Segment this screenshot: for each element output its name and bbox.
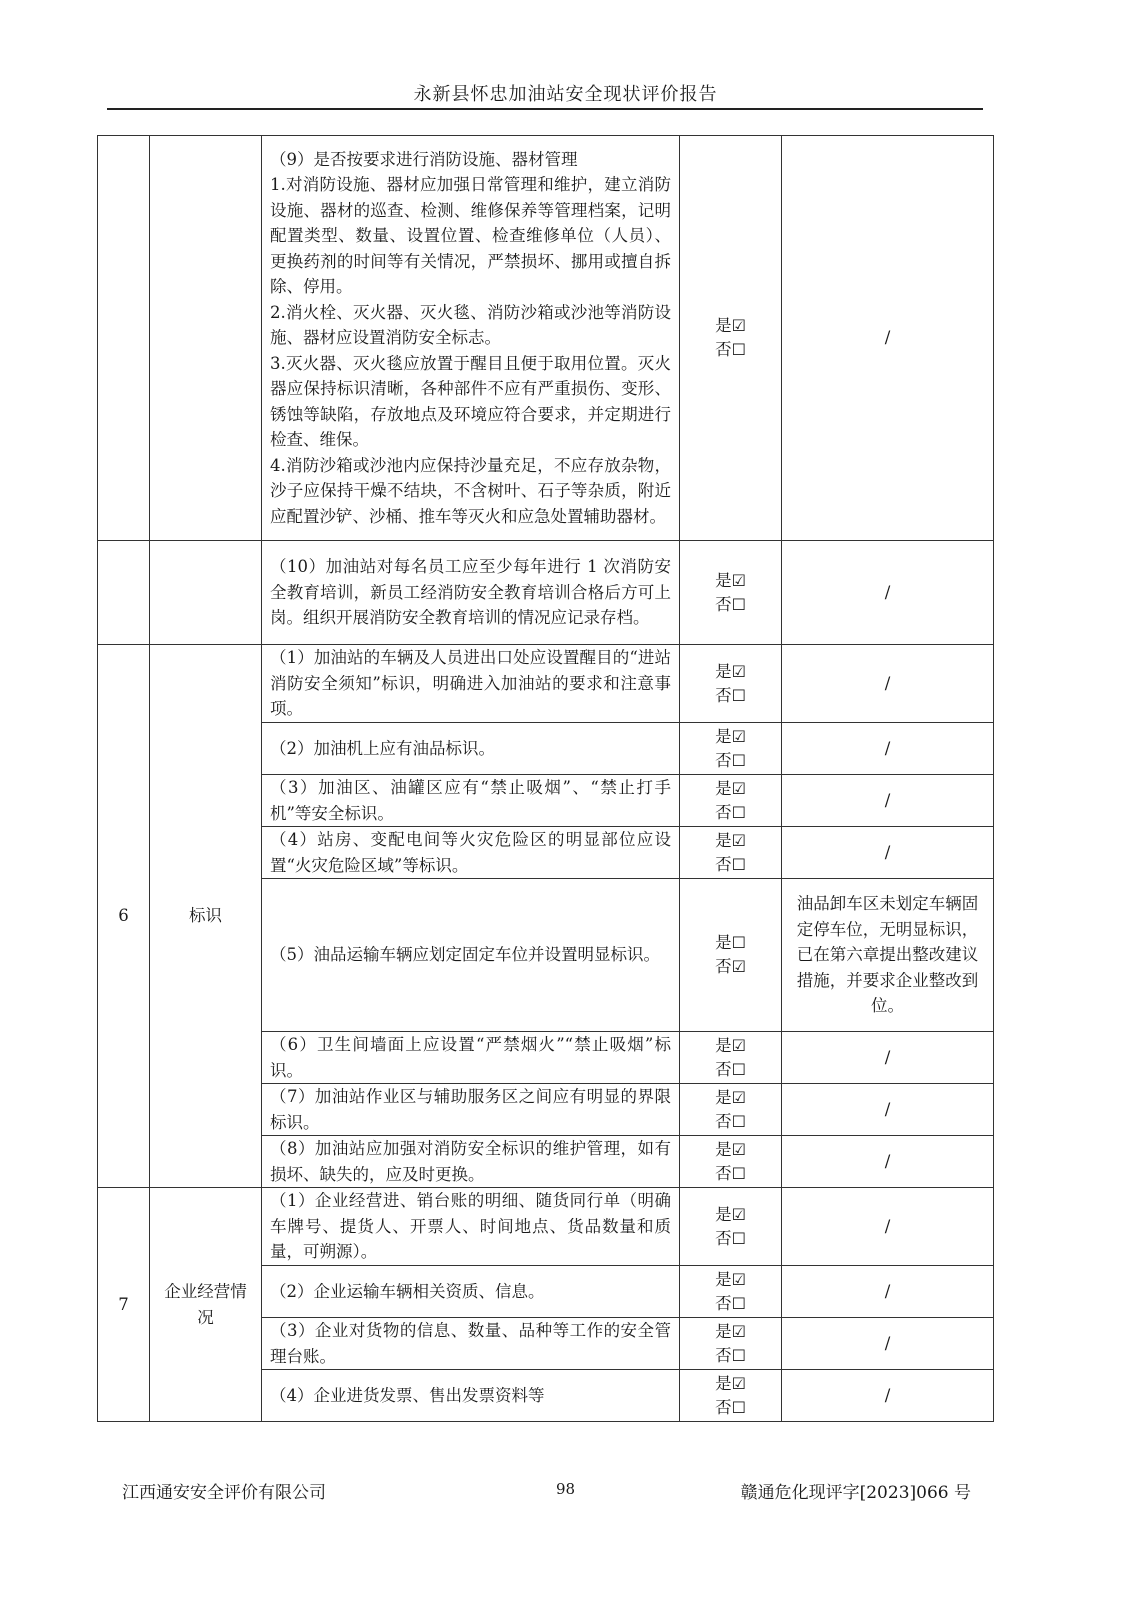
unchecked-box-icon: ☐ — [731, 802, 746, 822]
check-cell — [680, 1370, 782, 1422]
check-cell — [680, 541, 782, 645]
checked-box-icon: ☑ — [731, 957, 746, 976]
content-cell: （3）加油区、油罐区应有“禁止吸烟”、“禁止打手机”等安全标识。 — [262, 775, 680, 827]
unchecked-box-icon: ☐ — [731, 594, 746, 614]
yes-option[interactable]: 是☑ — [715, 830, 746, 850]
yes-option[interactable]: 是☑ — [715, 570, 746, 590]
checked-box-icon: ☑ — [731, 726, 746, 746]
remark-cell: / — [782, 1032, 994, 1084]
content-cell: （1）加油站的车辆及人员进出口处应设置醒目的“进站消防安全须知”标识，明确进入加油站的要求和注意事项。 — [262, 645, 680, 723]
checked-box-icon: ☑ — [731, 1087, 746, 1107]
check-cell — [680, 723, 782, 775]
check-cell — [680, 1318, 782, 1370]
checked-box-icon: ☑ — [731, 1139, 746, 1159]
item-name: 企业经营情况 — [150, 1188, 262, 1422]
content-cell: （8）加油站应加强对消防安全标识的维护管理，如有损坏、缺失的，应及时更换。 — [262, 1136, 680, 1188]
unchecked-box-icon: ☐ — [731, 854, 746, 874]
yes-option[interactable]: 是☑ — [715, 1087, 746, 1107]
remark-cell: / — [782, 136, 994, 541]
yes-option[interactable]: 是☑ — [715, 661, 746, 681]
content-cell — [262, 136, 680, 541]
check-cell — [680, 1032, 782, 1084]
unchecked-box-icon: ☐ — [731, 685, 746, 705]
unchecked-box-icon: ☐ — [731, 1059, 746, 1079]
no-option[interactable]: 否☐ — [715, 1345, 746, 1365]
no-option[interactable]: 否☑ — [715, 957, 746, 976]
yes-option[interactable]: 是☑ — [715, 1269, 746, 1289]
checked-box-icon: ☑ — [731, 570, 746, 590]
seq-cell — [98, 136, 150, 541]
unchecked-box-icon: ☐ — [731, 1163, 746, 1183]
check-cell — [680, 1266, 782, 1318]
no-option[interactable]: 否☐ — [715, 1163, 746, 1183]
check-cell — [680, 827, 782, 879]
remark-cell: / — [782, 541, 994, 645]
checked-box-icon: ☑ — [731, 1269, 746, 1289]
content-cell: （4）企业进货发票、售出发票资料等 — [262, 1370, 680, 1422]
unchecked-box-icon: ☐ — [731, 1111, 746, 1131]
unchecked-box-icon: ☐ — [731, 750, 746, 770]
remark-cell: / — [782, 775, 994, 827]
content-line: 1.对消防设施、器材应加强日常管理和维护，建立消防设施、器材的巡查、检测、维修保养等管理档案，记明配置类型、数量、设置位置、检查维修单位（人员）、更换药剂的时间等有关情况，严禁损坏、挪用或擅自拆除、停用。 — [270, 175, 671, 297]
remark-cell: / — [782, 1136, 994, 1188]
item-cell — [150, 136, 262, 541]
no-option[interactable]: 否☐ — [715, 1111, 746, 1131]
content-cell: （2）企业运输车辆相关资质、信息。 — [262, 1266, 680, 1318]
yes-option[interactable]: 是☑ — [715, 1204, 746, 1224]
yes-option[interactable]: 是☑ — [715, 316, 746, 335]
page-header-title: 永新县怀忠加油站安全现状评价报告 — [413, 84, 718, 105]
unchecked-box-icon: ☐ — [731, 1397, 746, 1417]
remark-cell: / — [782, 1266, 994, 1318]
yes-option[interactable]: 是☑ — [715, 778, 746, 798]
no-option[interactable]: 否☐ — [715, 1293, 746, 1313]
no-option[interactable]: 否☐ — [715, 594, 746, 614]
yes-option[interactable]: 是☑ — [715, 1321, 746, 1341]
yes-option[interactable]: 是☐ — [715, 933, 746, 952]
unchecked-box-icon: ☐ — [731, 933, 746, 952]
yes-option[interactable]: 是☑ — [715, 726, 746, 746]
remark-cell: / — [782, 1188, 994, 1266]
checked-box-icon: ☑ — [731, 1321, 746, 1341]
seq-cell — [98, 541, 150, 645]
seq-number: 7 — [98, 1188, 150, 1422]
no-option[interactable]: 否☐ — [715, 854, 746, 874]
remark-cell: / — [782, 827, 994, 879]
content-cell: （6）卫生间墙面上应设置“严禁烟火”“禁止吸烟”标识。 — [262, 1032, 680, 1084]
check-cell — [680, 879, 782, 1032]
table-row — [98, 645, 994, 723]
no-option[interactable]: 否☐ — [715, 685, 746, 705]
content-line: （9）是否按要求进行消防设施、器材管理 — [270, 149, 578, 169]
unchecked-box-icon: ☐ — [731, 340, 746, 359]
content-cell: （1）企业经营进、销台账的明细、随货同行单（明确车牌号、提货人、开票人、时间地点、货品数量和质量，可朔源）。 — [262, 1188, 680, 1266]
remark-cell: / — [782, 1084, 994, 1136]
footer-company: 江西通安安全评价有限公司 — [122, 1483, 326, 1503]
unchecked-box-icon: ☐ — [731, 1345, 746, 1365]
remark-cell: / — [782, 723, 994, 775]
content-line: 4.消防沙箱或沙池内应保持沙量充足，不应存放杂物，沙子应保持干燥不结块，不含树叶、石子等杂质，附近应配置沙铲、沙桶、推车等灭火和应急处置辅助器材。 — [270, 455, 671, 526]
content-cell: （2）加油机上应有油品标识。 — [262, 723, 680, 775]
check-cell — [680, 775, 782, 827]
no-option[interactable]: 否☐ — [715, 1228, 746, 1248]
checked-box-icon: ☑ — [731, 1204, 746, 1224]
remark-cell: / — [782, 645, 994, 723]
unchecked-box-icon: ☐ — [731, 1228, 746, 1248]
footer-document-number: 赣通危化现评字[2023]066 号 — [740, 1483, 971, 1503]
table-row — [98, 1188, 994, 1266]
check-cell — [680, 1084, 782, 1136]
yes-option[interactable]: 是☑ — [715, 1373, 746, 1393]
header-divider — [107, 108, 983, 110]
no-option[interactable]: 否☐ — [715, 750, 746, 770]
table-row — [98, 541, 994, 645]
evaluation-table — [97, 135, 994, 1422]
seq-number: 6 — [98, 645, 150, 1188]
content-line: 2.消火栓、灭火器、灭火毯、消防沙箱或沙池等消防设施、器材应设置消防安全标志。 — [270, 302, 671, 348]
check-cell — [680, 1136, 782, 1188]
checked-box-icon: ☑ — [731, 661, 746, 681]
item-cell — [150, 541, 262, 645]
item-name: 标识 — [150, 645, 262, 1188]
no-option[interactable]: 否☐ — [715, 1059, 746, 1079]
content-cell: （5）油品运输车辆应划定固定车位并设置明显标识。 — [262, 879, 680, 1032]
checked-box-icon: ☑ — [731, 1035, 746, 1055]
remark-cell: / — [782, 1370, 994, 1422]
yes-option[interactable]: 是☑ — [715, 1035, 746, 1055]
unchecked-box-icon: ☐ — [731, 1293, 746, 1313]
content-cell: （4）站房、变配电间等火灾危险区的明显部位应设置“火灾危险区域”等标识。 — [262, 827, 680, 879]
remark-cell: 油品卸车区未划定车辆固定停车位，无明显标识，已在第六章提出整改建议措施，并要求企业整改到位。 — [782, 879, 994, 1032]
content-cell: （3）企业对货物的信息、数量、品种等工作的安全管理台账。 — [262, 1318, 680, 1370]
check-cell — [680, 136, 782, 541]
checked-box-icon: ☑ — [731, 316, 746, 335]
page-number: 98 — [555, 1480, 576, 1498]
checked-box-icon: ☑ — [731, 778, 746, 798]
no-option[interactable]: 否☐ — [715, 802, 746, 822]
remark-cell: / — [782, 1318, 994, 1370]
no-option[interactable]: 否☐ — [715, 340, 746, 359]
table-row — [98, 136, 994, 541]
checked-box-icon: ☑ — [731, 830, 746, 850]
content-cell: （7）加油站作业区与辅助服务区之间应有明显的界限标识。 — [262, 1084, 680, 1136]
yes-option[interactable]: 是☑ — [715, 1139, 746, 1159]
content-cell: （10）加油站对每名员工应至少每年进行 1 次消防安全教育培训，新员工经消防安全教育培训合格后方可上岗。组织开展消防安全教育培训的情况应记录存档。 — [262, 541, 680, 645]
no-option[interactable]: 否☐ — [715, 1397, 746, 1417]
check-cell — [680, 1188, 782, 1266]
checked-box-icon: ☑ — [731, 1373, 746, 1393]
check-cell — [680, 645, 782, 723]
content-line: 3.灭火器、灭火毯应放置于醒目且便于取用位置。灭火器应保持标识清晰，各种部件不应有严重损伤、变形、锈蚀等缺陷，存放地点及环境应符合要求，并定期进行检查、维保。 — [270, 353, 671, 450]
